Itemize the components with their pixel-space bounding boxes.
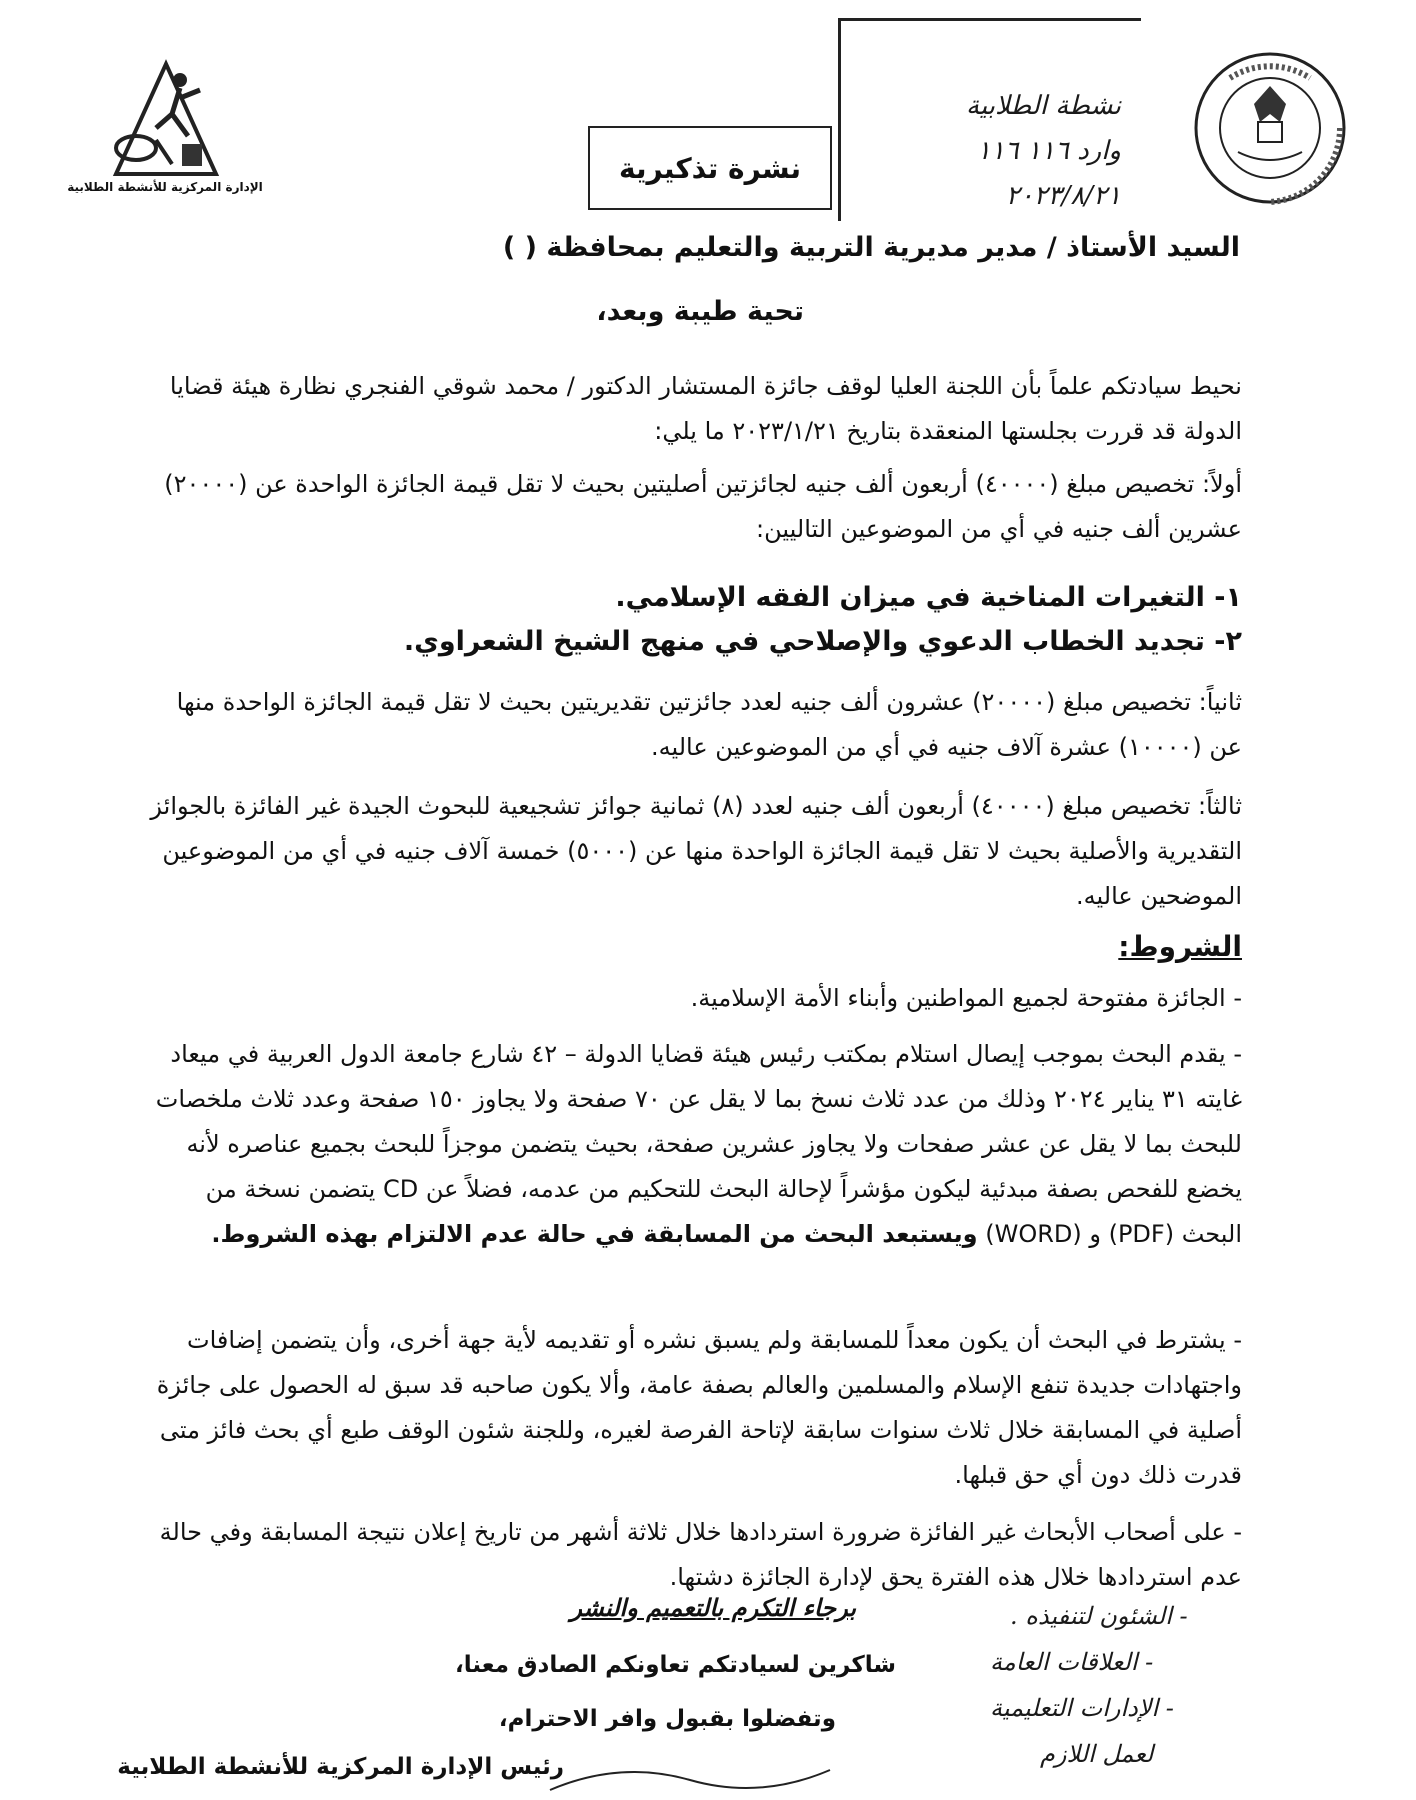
condition-text: - الجائزة مفتوحة لجميع المواطنين وأبناء الأمة الإسلامية. <box>690 984 1242 1012</box>
third-paragraph <box>146 784 1242 919</box>
second-text: ثانياً: تخصيص مبلغ (٢٠٠٠٠) عشرون ألف جنيه لعدد جائزتين تقديريتين بحيث لا تقل قيمة الجائزة الواحدة منها عن (١٠٠٠٠) عشرة آلاف جنيه في أي من الموضوعين عاليه. <box>176 688 1242 761</box>
condition-text: - على أصحاب الأبحاث غير الفائزة ضرورة استردادها خلال ثلاثة أشهر من تاريخ إعلان نتيجة المسابقة وفي حالة عدم استردادها خلال هذه الفترة يحق لإدارة الجائزة دشتها. <box>159 1518 1242 1591</box>
handwritten-note: - العلاقات العامة <box>990 1648 1154 1676</box>
second-paragraph <box>146 680 1242 770</box>
signer-title: رئيس الإدارة المركزية للأنشطة الطلابية <box>117 1754 564 1780</box>
logo-caption: الإدارة المركزية للأنشطة الطلابية <box>67 180 263 194</box>
conditions-heading: الشروط: <box>1118 930 1242 963</box>
intro-paragraph <box>146 364 1242 454</box>
closing-regards: وتفضلوا بقبول وافر الاحترام، <box>498 1706 836 1732</box>
condition-item <box>146 1510 1242 1600</box>
handwritten-note: لعمل اللازم <box>1040 1740 1154 1768</box>
handwritten-note: - الإدارات التعليمية <box>990 1694 1174 1722</box>
stamp-number: وارد ١١٦ ١١٦ <box>976 136 1121 166</box>
topic-item: ١- التغيرات المناخية في ميزان الفقه الإسلامي. <box>615 582 1242 613</box>
stamp-date: ٢٠٢٣/٨/٢١ <box>1005 181 1121 211</box>
first-paragraph <box>146 462 1242 552</box>
condition-item <box>146 1032 1242 1257</box>
activities-logo-icon <box>96 44 236 184</box>
condition-text: - يشترط في البحث أن يكون معداً للمسابقة ولم يسبق نشره أو تقديمه لأية جهة أخرى، وأن يتضمن إضافات واجتهادات جديدة تنفع الإسلام والمسلمين والعالم بصفة عامة، وألا يكون صاحبه قد سبق له الحصول على جائزة أصلية في المسابقة خلال ثلاث سنوات سابقة لإتاحة الفرصة لغيره، وللجنة شئون الوقف طبع أي بحث فائز متى قدرت ذلك دون أي حق قبلها. <box>156 1326 1242 1489</box>
stamp-dept: نشطة الطلابية <box>966 91 1121 121</box>
greeting: تحية طيبة وبعد، <box>596 296 804 327</box>
topics-list <box>146 576 1242 664</box>
condition-text-main: - يقدم البحث بموجب إيصال استلام بمكتب رئيس هيئة قضايا الدولة – ٤٢ شارع جامعة الدول العربية في ميعاد غايته ٣١ يناير ٢٠٢٤ وذلك من عدد ثلاث نسخ بما لا يقل عن ٧٠ صفحة ولا يجاوز ١٥٠ صفحة وعدد ثلاث ملخصات للبحث بما لا يقل عن عشر صفحات ولا يجاوز عشرين صفحة، بحيث يتضمن موجزاً للبحث بجميع عناصره لأنه يخضع للفحص بصفة مبدئية ليكون مؤشراً لإحالة البحث للتحكيم من عدمه، فضلاً عن CD يتضمن نسخة من البحث (PDF) و (WORD) <box>155 1040 1242 1248</box>
third-text: ثالثاً: تخصيص مبلغ (٤٠٠٠٠) أربعون ألف جنيه لعدد (٨) ثمانية جوائز تشجيعية للبحوث الجيدة غير الفائزة بالجوائز التقديرية والأصلية بحيث لا تقل قيمة الجائزة الواحدة منها عن (٥٠٠٠) خمسة آلاف جنيه في أي من الموضوعين الموضحين عاليه. <box>150 792 1242 910</box>
first-text: أولاً: تخصيص مبلغ (٤٠٠٠٠) أربعون ألف جنيه لجائزتين أصليتين بحيث لا تقل قيمة الجائزة الواحدة عن (٢٠٠٠٠) عشرين ألف جنيه في أي من الموضوعين التاليين: <box>164 470 1242 543</box>
condition-text-bold: ويستبعد البحث من المسابقة في حالة عدم الالتزام بهذه الشروط. <box>211 1220 978 1248</box>
addressee: السيد الأستاذ / مدير مديرية التربية والتعليم بمحافظة ( ) <box>502 232 1240 263</box>
closing-request: برجاء التكرم بالتعميم والنشر <box>570 1594 856 1622</box>
condition-item <box>146 1318 1242 1498</box>
intro-text: نحيط سيادتكم علماً بأن اللجنة العليا لوقف جائزة المستشار الدكتور / محمد شوقي الفنجري نظارة هيئة قضايا الدولة قد قررت بجلستها المنعقدة بتاريخ ٢٠٢٣/١/٢١ ما يلي: <box>169 372 1242 445</box>
condition-item <box>146 976 1242 1021</box>
closing-thanks: شاكرين لسيادتكم تعاونكم الصادق معنا، <box>455 1652 896 1678</box>
topic-item: ٢- تجديد الخطاب الدعوي والإصلاحي في منهج الشيخ الشعراوي. <box>403 626 1242 657</box>
signature <box>540 1750 840 1800</box>
ministry-seal-icon <box>1190 48 1350 208</box>
handwritten-note: - الشئون لتنفيذه . <box>1010 1602 1188 1630</box>
document-title: نشرة تذكيرية <box>588 126 832 210</box>
condition-text <box>146 1032 1242 1257</box>
incoming-stamp <box>838 18 1141 221</box>
